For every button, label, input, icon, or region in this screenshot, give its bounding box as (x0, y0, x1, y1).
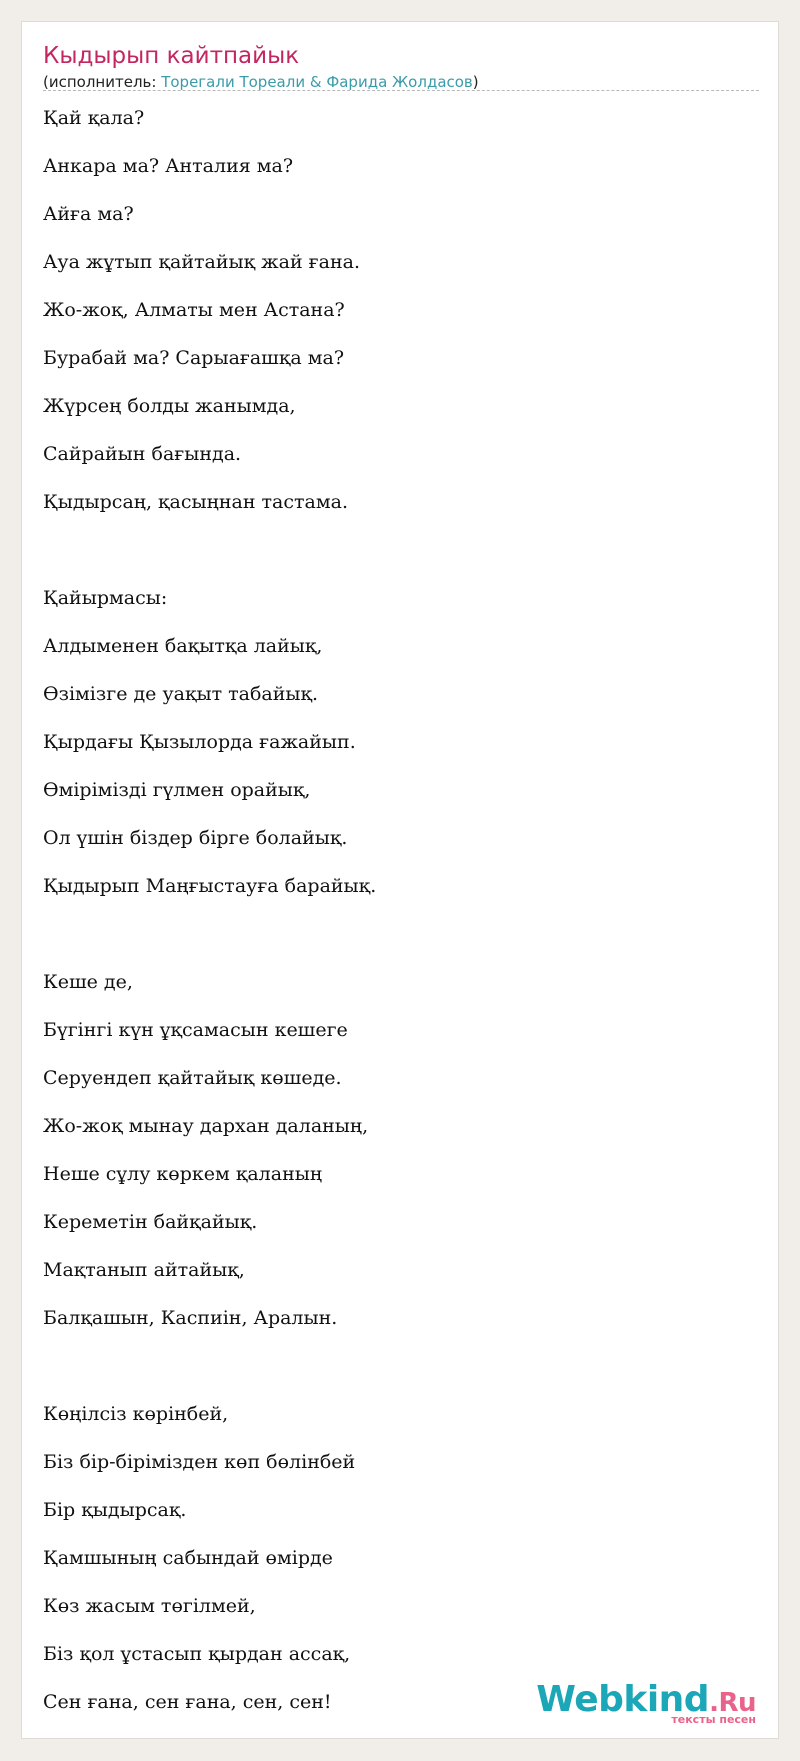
lyric-line: Мақтанып айтайық, (43, 1259, 245, 1281)
performer-prefix: (исполнитель: (43, 73, 162, 91)
lyric-line: Біз қол ұстасып қырдан ассақ, (43, 1643, 351, 1665)
lyric-line: Сайрайын бағында. (43, 443, 242, 465)
lyric-line: Серуендеп қайтайық көшеде. (43, 1067, 342, 1089)
page-card (21, 21, 779, 1739)
lyric-line: Алдыменен бақытқа лайық, (43, 635, 323, 657)
site-logo-name: Webkind (536, 1679, 710, 1720)
lyric-line: Жо-жоқ, Алматы мен Астана? (43, 299, 345, 321)
lyric-line: Бурабай ма? Сарыағашқа ма? (43, 347, 345, 369)
lyric-line: Сен ғана, сен ғана, сен, сен! (43, 1691, 332, 1713)
performer-suffix: ) (472, 73, 479, 91)
lyric-line: Қыдырып Маңғыстауға барайық. (43, 875, 377, 897)
lyric-line: Анкара ма? Анталия ма? (43, 155, 294, 177)
lyric-line: Айға ма? (43, 203, 134, 225)
lyric-line: Жо-жоқ мынау дархан даланың, (43, 1115, 369, 1137)
lyric-line: Қай қала? (43, 107, 145, 129)
lyric-line: Балқашын, Каспиін, Аралын. (43, 1307, 338, 1329)
lyric-line: Біз бір-бірімізден көп бөлінбей (43, 1451, 356, 1473)
lyrics-block (43, 100, 759, 1732)
performer-link[interactable]: Торегали Тореали & Фарида Жолдасов (161, 73, 473, 91)
performer-line (43, 72, 479, 92)
lyric-line: Неше сұлу көркем қаланың (43, 1163, 323, 1185)
site-logo-tagline: тексты песен (671, 1713, 756, 1726)
lyric-line: Кеше де, (43, 971, 133, 993)
lyric-line: Қырдағы Қызылорда ғажайып. (43, 731, 356, 753)
lyric-line: Қыдырсаң, қасыңнан тастама. (43, 491, 348, 513)
lyric-line-blank (43, 916, 759, 964)
lyric-line: Көңілсіз көрінбей, (43, 1403, 229, 1425)
lyric-line-blank (43, 532, 759, 580)
site-logo[interactable] (536, 1679, 756, 1726)
lyric-line: Қамшының сабындай өмірде (43, 1547, 333, 1569)
lyric-line: Ол үшін біздер бірге болайық. (43, 827, 348, 849)
lyric-line: Ауа жұтып қайтайық жай ғана. (43, 251, 360, 273)
lyric-line: Кереметін байқайық. (43, 1211, 258, 1233)
lyric-line: Өзімізге де уақыт табайық. (43, 683, 319, 705)
song-title: Кыдырып кайтпайык (43, 43, 300, 69)
site-logo-suffix: .Ru (709, 1688, 756, 1718)
lyric-line-blank (43, 1348, 759, 1396)
lyric-line: Өмірімізді гүлмен орайық, (43, 779, 311, 801)
title-divider (43, 90, 759, 91)
chorus-label: Қайырмасы: (43, 587, 168, 609)
lyric-line: Жүрсең болды жанымда, (43, 395, 296, 417)
lyric-line: Бір қыдырсақ. (43, 1499, 187, 1521)
lyric-line: Көз жасым төгілмей, (43, 1595, 256, 1617)
lyric-line: Бүгінгі күн ұқсамасын кешеге (43, 1019, 348, 1041)
